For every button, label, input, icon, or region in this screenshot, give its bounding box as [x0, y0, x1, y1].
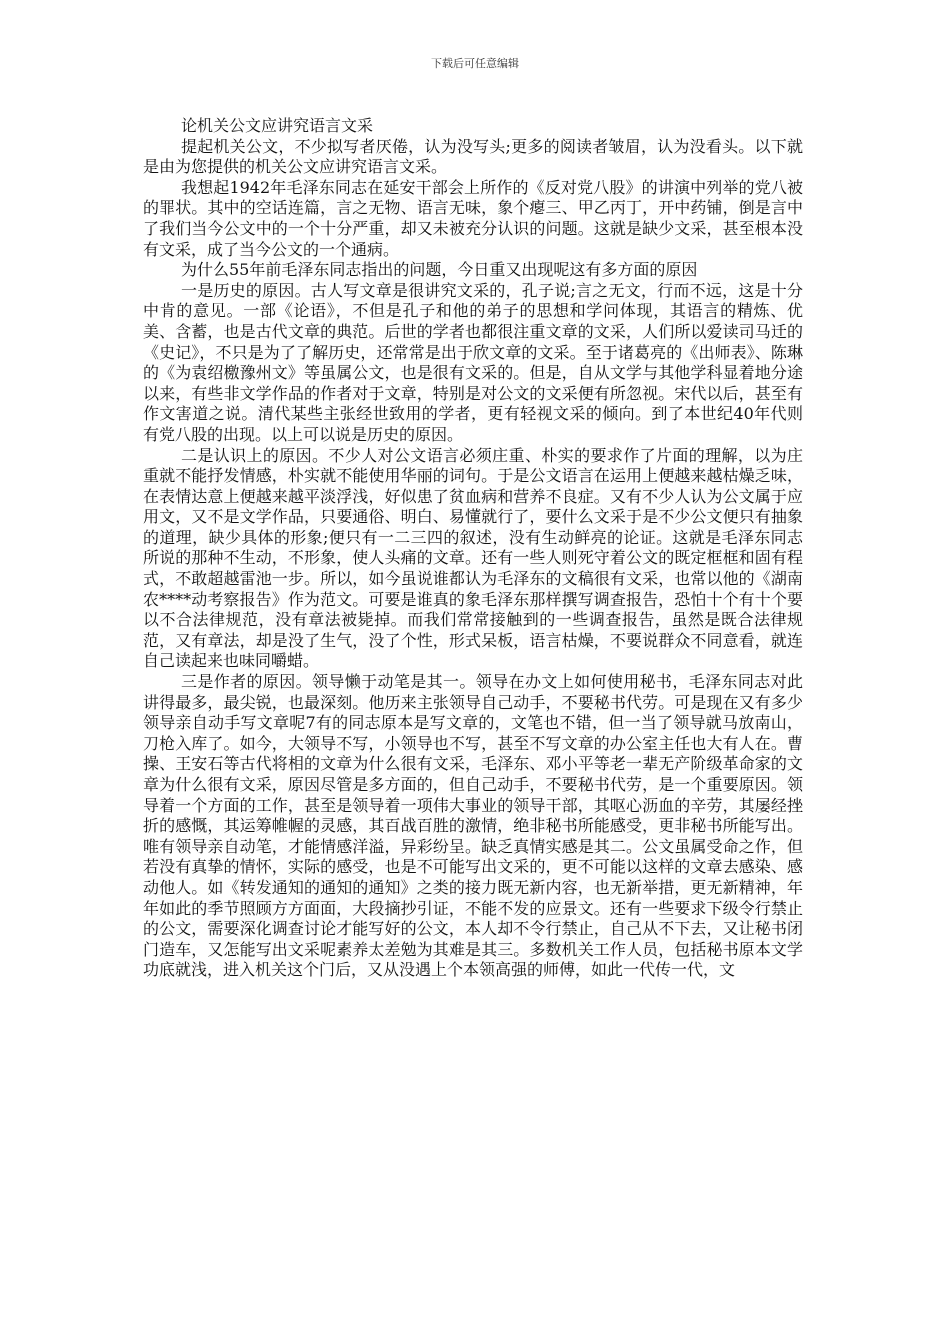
paragraph-historical-reason: 一是历史的原因。古人写文章是很讲究文采的，孔子说;言之无文，行而不远，这是十分中肯的意见。一部《论语》，不但是孔子和他的弟子的思想和学问体现，其语言的精炼、优美、含蓄，也是古代文章的典范。后世的学者也都很注重文章的文采，人们所以爱读司马迁的《史记》，不只是为了了解历史，还常常是出于欣文章的文采。至于诸葛亮的《出师表》、陈琳的《为袁绍檄豫州文》等虽属公文，也是很有文采的。但是，自从文学与其他学科显着地分途以来，有些非文学作品的作者对于文章，特别是对公文的文采便有所忽视。宋代以后，甚至有作文害道之说。清代某些主张经世致用的学者，更有轻视文采的倾向。到了本世纪40年代则有党八股的出现。以上可以说是历史的原因。 [143, 280, 803, 444]
paragraph-recollection: 我想起1942年毛泽东同志在延安干部会上所作的《反对党八股》的讲演中列举的党八被的罪状。其中的空话连篇，言之无物、语言无味，象个瘪三、甲乙丙丁，开中药铺，倒是言中了我们当今公文中的一个十分严重，却又未被充分认识的问题。这就是缺少文采，甚至根本没有文采，成了当今公文的一个通病。 [143, 177, 803, 259]
paragraph-intro: 提起机关公文，不少拟写者厌倦，认为没写头;更多的阅读者皱眉，认为没看头。以下就是由为您提供的机关公文应讲究语言文采。 [143, 136, 803, 177]
document-body [143, 116, 803, 981]
paragraph-author-reason: 三是作者的原因。领导懒于动笔是其一。领导在办文上如何使用秘书，毛泽东同志对此讲得最多，最尖锐，也最深刻。他历来主张领导自己动手，不要秘书代劳。可是现在又有多少领导亲自动手写文章呢7有的同志原本是写文章的，文笔也不错，但一当了领导就马放南山，刀枪入库了。如今，大领导不写，小领导也不写，甚至不写文章的办公室主任也大有人在。曹操、王安石等古代将相的文章为什么很有文采，毛泽东、邓小平等老一辈无产阶级革命家的文章为什么很有文采，原因尽管是多方面的，但自己动手，不要秘书代劳，是一个重要原因。领导着一个方面的工作，甚至是领导着一项伟大事业的领导干部，其呕心沥血的辛劳，其屡经挫折的感慨，其运筹帷幄的灵感，其百战百胜的激情，绝非秘书所能感受，更非秘书所能写出。唯有领导亲自动笔，才能情感洋溢，异彩纷呈。缺乏真情实感是其二。公文虽属受命之作，但若没有真挚的情怀，实际的感受，也是不可能写出文采的，更不可能以这样的文章去感染、感动他人。如《转发通知的通知的通知》之类的接力既无新内容，也无新举措，更无新精神，年年如此的季节照顾方方面面，大段摘抄引证，不能不发的应景文。还有一些要求下级令行禁止的公文，需要深化调查讨论才能写好的公文，本人却不令行禁止，自己从不下去，又让秘书闭门造车，又怎能写出文采呢素养太差勉为其难是其三。多数机关工作人员，包括秘书原本文学功底就浅，进入机关这个门后，又从没遇上个本领高强的师傅，如此一代传一代，文 [143, 672, 803, 980]
paragraph-question: 为什么55年前毛泽东同志指出的问题，今日重又出现呢这有多方面的原因 [181, 260, 698, 280]
paragraph-cognitive-reason: 二是认识上的原因。不少人对公文语言必须庄重、朴实的要求作了片面的理解，以为庄重就不能抒发情感，朴实就不能使用华丽的词句。于是公文语言在运用上便越来越枯燥乏味，在表情达意上便越来越平淡浮浅，好似患了贫血病和营养不良症。又有不少人认为公文属于应用文，又不是文学作品，只要通俗、明白、易懂就行了，要什么文采于是不少公文便只有抽象的道理，缺少具体的形象;便只有一二三四的叙述，没有生动鲜亮的论证。这就是毛泽东同志所说的那种不生动，不形象，使人头痛的文章。还有一些人则死守着公文的既定框框和固有程式，不敢超越雷池一步。所以，如今虽说谁都认为毛泽东的文稿很有文采，也常以他的《湖南农****动考察报告》作为范文。可要是谁真的象毛泽东那样撰写调查报告，恐怕十个有十个要以不合法律规范，没有章法被毙掉。而我们常常接触到的一些调查报告，虽然是既合法律规范，又有章法，却是没了生气，没了个性，形式呆板，语言枯燥，不要说群众不同意看，就连自己读起来也味同嚼蜡。 [143, 445, 803, 671]
page-header: 下载后可任意编辑 [431, 57, 519, 70]
document-title: 论机关公文应讲究语言文采 [181, 116, 374, 135]
